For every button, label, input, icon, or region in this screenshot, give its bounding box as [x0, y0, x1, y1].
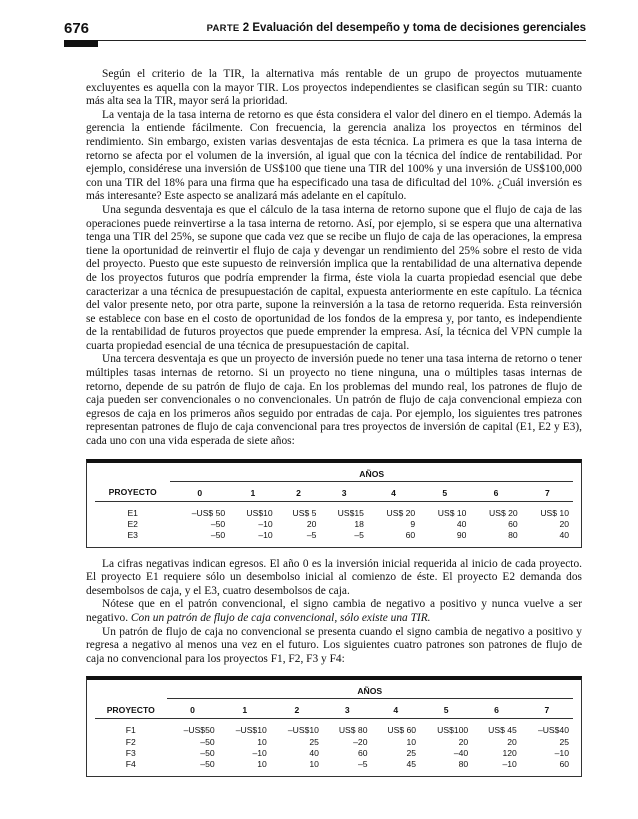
cell-value: –5 [354, 530, 364, 540]
table-row [95, 501, 573, 518]
year-header: 7 [522, 481, 573, 501]
cell-value: 25 [309, 736, 319, 747]
header-accent-bar [64, 40, 98, 47]
cell-value: 20 [458, 736, 469, 747]
cell-value: –US$40 [537, 725, 569, 736]
year-header: 5 [420, 699, 472, 719]
cell-value: 60 [357, 747, 368, 758]
cell-value: 45 [406, 758, 417, 769]
cell-value: –20 [353, 736, 368, 747]
cell-value: 40 [456, 518, 467, 529]
table-row [95, 747, 573, 758]
years-label: AÑOS [170, 467, 573, 482]
project-id: F3 [125, 747, 136, 758]
years-label: AÑOS [167, 684, 574, 699]
cell-value: 120 [502, 747, 517, 758]
cell-value: 60 [559, 758, 569, 769]
paragraph-second-disadvantage: Una segunda desventaja es que el cálculo de la tasa interna de retorno supone que el flujo de caja de las operaciones puede reinvertirse a la tasa interna de retorno. Así, por ejemplo, si se espera que una alternativa tenga una TIR del 25%, se supone que cada vez que se recibe un flujo de caja de las operaciones, la empresa tiene la oportunidad de reinvertir el flujo de caja y devengar un rendimiento del 25% sobre el resto de vida del proyecto. Puesto que este supuesto de reinversión implica que la rentabilidad de una alternativa depende de los proyectos futuros que podría emprender la firma, éste viola la cuarta propiedad esencial que debe caracterizar a una técnica de presupuestación de capital, expuesta anteriormente en este capítulo. La técnica del valor presente neto, por otra parte, supone la reinversión a la tasa de retorno requerida. Esta reinversión se establece con base en el costo de oportunidad de los fondos de la empresa y, por tanto, es independiente de la rentabilidad de futuros proyectos que puede emprender la empresa. Así, la técnica del VPN cumple la cuarta propiedad esencial de una técnica de presupuestación de capital. [86, 203, 582, 352]
paragraph-nonconventional-pattern: Un patrón de flujo de caja no convencional se presenta cuando el signo cambia de negativo a positivo y regresa a negativo al menos una vez en el futuro. Los siguientes cuatro patrones son patrones de flujo de caja no convencional para los proyectos F1, F2, F3 y F4: [86, 625, 582, 665]
table-row [95, 736, 573, 747]
year-header: 3 [320, 481, 368, 501]
cell-value: –10 [252, 747, 267, 758]
cell-value: US$ 20 [489, 507, 518, 518]
project-id: E1 [127, 507, 138, 518]
cell-value: 10 [257, 758, 267, 769]
year-header: 5 [419, 481, 470, 501]
project-id: F1 [125, 725, 136, 736]
cell-value: US$ 10 [540, 507, 569, 518]
cell-value: 25 [406, 747, 417, 758]
year-header: 6 [472, 699, 521, 719]
project-id: E3 [127, 530, 138, 540]
cell-value: 10 [406, 736, 417, 747]
cell-value: –10 [502, 758, 517, 769]
cell-value: US$ 5 [292, 507, 317, 518]
paragraph-negative-figures: La cifras negativas indican egresos. El año 0 es la inversión inicial requerida al inicio de cada proyecto. El proyecto E1 requiere sólo un desembolso inicial al comienzo de éste. El proyecto E2 demanda dos desembolsos de caja, y el E3, cuatro desembolsos de caja. [86, 557, 582, 597]
cell-value: –10 [258, 518, 273, 529]
year-header: 3 [323, 699, 372, 719]
cell-value: –US$ 50 [191, 507, 226, 518]
paragraph-conventional-pattern [86, 598, 582, 625]
cell-value: 20 [306, 518, 317, 529]
cell-value: 9 [410, 518, 416, 529]
year-header: 6 [470, 481, 521, 501]
cell-value: –50 [200, 747, 215, 758]
cell-value: –50 [200, 758, 215, 769]
year-header: 2 [271, 699, 323, 719]
cell-value: US$ 60 [387, 725, 417, 736]
year-header: 1 [219, 699, 271, 719]
cell-value: 80 [458, 758, 469, 769]
conventional-emphasis: Con un patrón de flujo de caja convencional, sólo existe una TIR. [130, 611, 431, 624]
cell-value: –5 [306, 530, 317, 540]
cell-value: 60 [405, 530, 416, 540]
cell-value: 20 [507, 736, 517, 747]
cell-value: 10 [309, 758, 319, 769]
cell-value: US$ 80 [338, 725, 368, 736]
cell-value: US$ 20 [386, 507, 416, 518]
project-id: E2 [127, 518, 138, 529]
year-header: 7 [521, 699, 573, 719]
table-row [95, 758, 573, 769]
cell-value: –50 [210, 530, 226, 540]
table-row [95, 529, 573, 540]
cell-value: –10 [554, 747, 569, 758]
conventional-text: Nótese que en el patrón convencional, el signo cambia de negativo a positivo y nunca vuelve a ser negativo. [86, 598, 582, 624]
project-header: PROYECTO [95, 481, 170, 501]
table-row [95, 719, 573, 736]
paragraph-tir-advantage: La ventaja de la tasa interna de retorno es que ésta considera el valor del dinero en el tiempo. Además la gerencia la entiende fácilmente. Con frecuencia, la gerencia analiza los proyectos en términos del rendimiento. Sin embargo, existen varias desventajas de esta técnica. La primera es que la tasa interna de retorno se afecta por el volumen de la inversión, al igual que con la técnica del índice de rentabilidad. Por ejemplo, considérese una inversión de US$100 que tiene una TIR del 100% y una inversión de US$100,000 con una TIR del 18% para una firma que ha especificado una tasa de dificultad del 10%. ¿Cuál inversión es más interesante? Este aspecto se analizará más adelante en el capítulo. [86, 108, 582, 203]
year-header: 4 [368, 481, 419, 501]
table-row [95, 518, 573, 529]
page-number: 676 [64, 20, 90, 37]
project-header: PROYECTO [95, 699, 167, 719]
cell-value: –40 [453, 747, 469, 758]
cell-value: –50 [200, 736, 215, 747]
cell-value: US$100 [437, 725, 469, 736]
page-header [64, 20, 586, 41]
cell-value: –US$50 [183, 725, 215, 736]
cell-value: US$ 10 [437, 507, 467, 518]
chapter-title [207, 22, 586, 34]
part-label: PARTE [206, 23, 240, 34]
cell-value: –50 [210, 518, 226, 529]
cell-value: –US$10 [287, 725, 319, 736]
cell-value: 18 [354, 518, 364, 529]
chapter-title-text: 2 Evaluación del desempeño y toma de decisiones gerenciales [242, 22, 586, 34]
cell-value: –US$10 [235, 725, 267, 736]
cell-value: 40 [309, 747, 319, 758]
cell-value: 60 [508, 518, 518, 529]
cell-value: –5 [357, 758, 368, 769]
cell-value: 25 [559, 736, 569, 747]
paragraph-tir-criterion: Según el criterio de la TIR, la alternativa más rentable de un grupo de proyectos mutuamente excluyentes es aquella con la mayor TIR. Los proyectos independientes se clasifican según su TIR: cuanto más alta sea la TIR, mayor será la prioridad. [86, 68, 582, 108]
year-header: 2 [277, 481, 321, 501]
page-body [86, 68, 582, 787]
year-header: 1 [229, 481, 277, 501]
cell-value: –10 [258, 530, 273, 540]
cell-value: 20 [559, 518, 569, 529]
project-id: F2 [125, 736, 136, 747]
cell-value: US$15 [337, 507, 364, 518]
year-header: 0 [170, 481, 229, 501]
cell-value: 90 [456, 530, 467, 540]
paragraph-third-disadvantage: Una tercera desventaja es que un proyecto de inversión puede no tener una tasa interna de retorno o tener múltiples tasas internas de retorno. Si un proyecto no tiene ninguna, una o múltiples tasas internas de retorno, depende de su patrón de flujo de caja. En los problemas del mundo real, los patrones de flujo de caja pueden ser convencionales o no convencionales. Un patrón de flujo de caja convencional empieza con egresos de caja en los primeros años seguido por entradas de caja. Por ejemplo, los siguientes tres patrones representan patrones de flujo de caja convencional para tres proyectos de inversión de capital (E1, E2 y E3), cada uno con una vida esperada de siete años: [86, 353, 582, 448]
cell-value: 40 [559, 530, 569, 540]
cell-value: 80 [508, 530, 518, 540]
year-header: 4 [372, 699, 421, 719]
project-id: F4 [125, 758, 136, 769]
cell-value: US$ 45 [488, 725, 517, 736]
cell-value: US$10 [246, 507, 273, 518]
conventional-cashflow-table [86, 459, 582, 548]
year-header: 0 [167, 699, 219, 719]
nonconventional-cashflow-table [86, 676, 582, 776]
cell-value: 10 [257, 736, 267, 747]
